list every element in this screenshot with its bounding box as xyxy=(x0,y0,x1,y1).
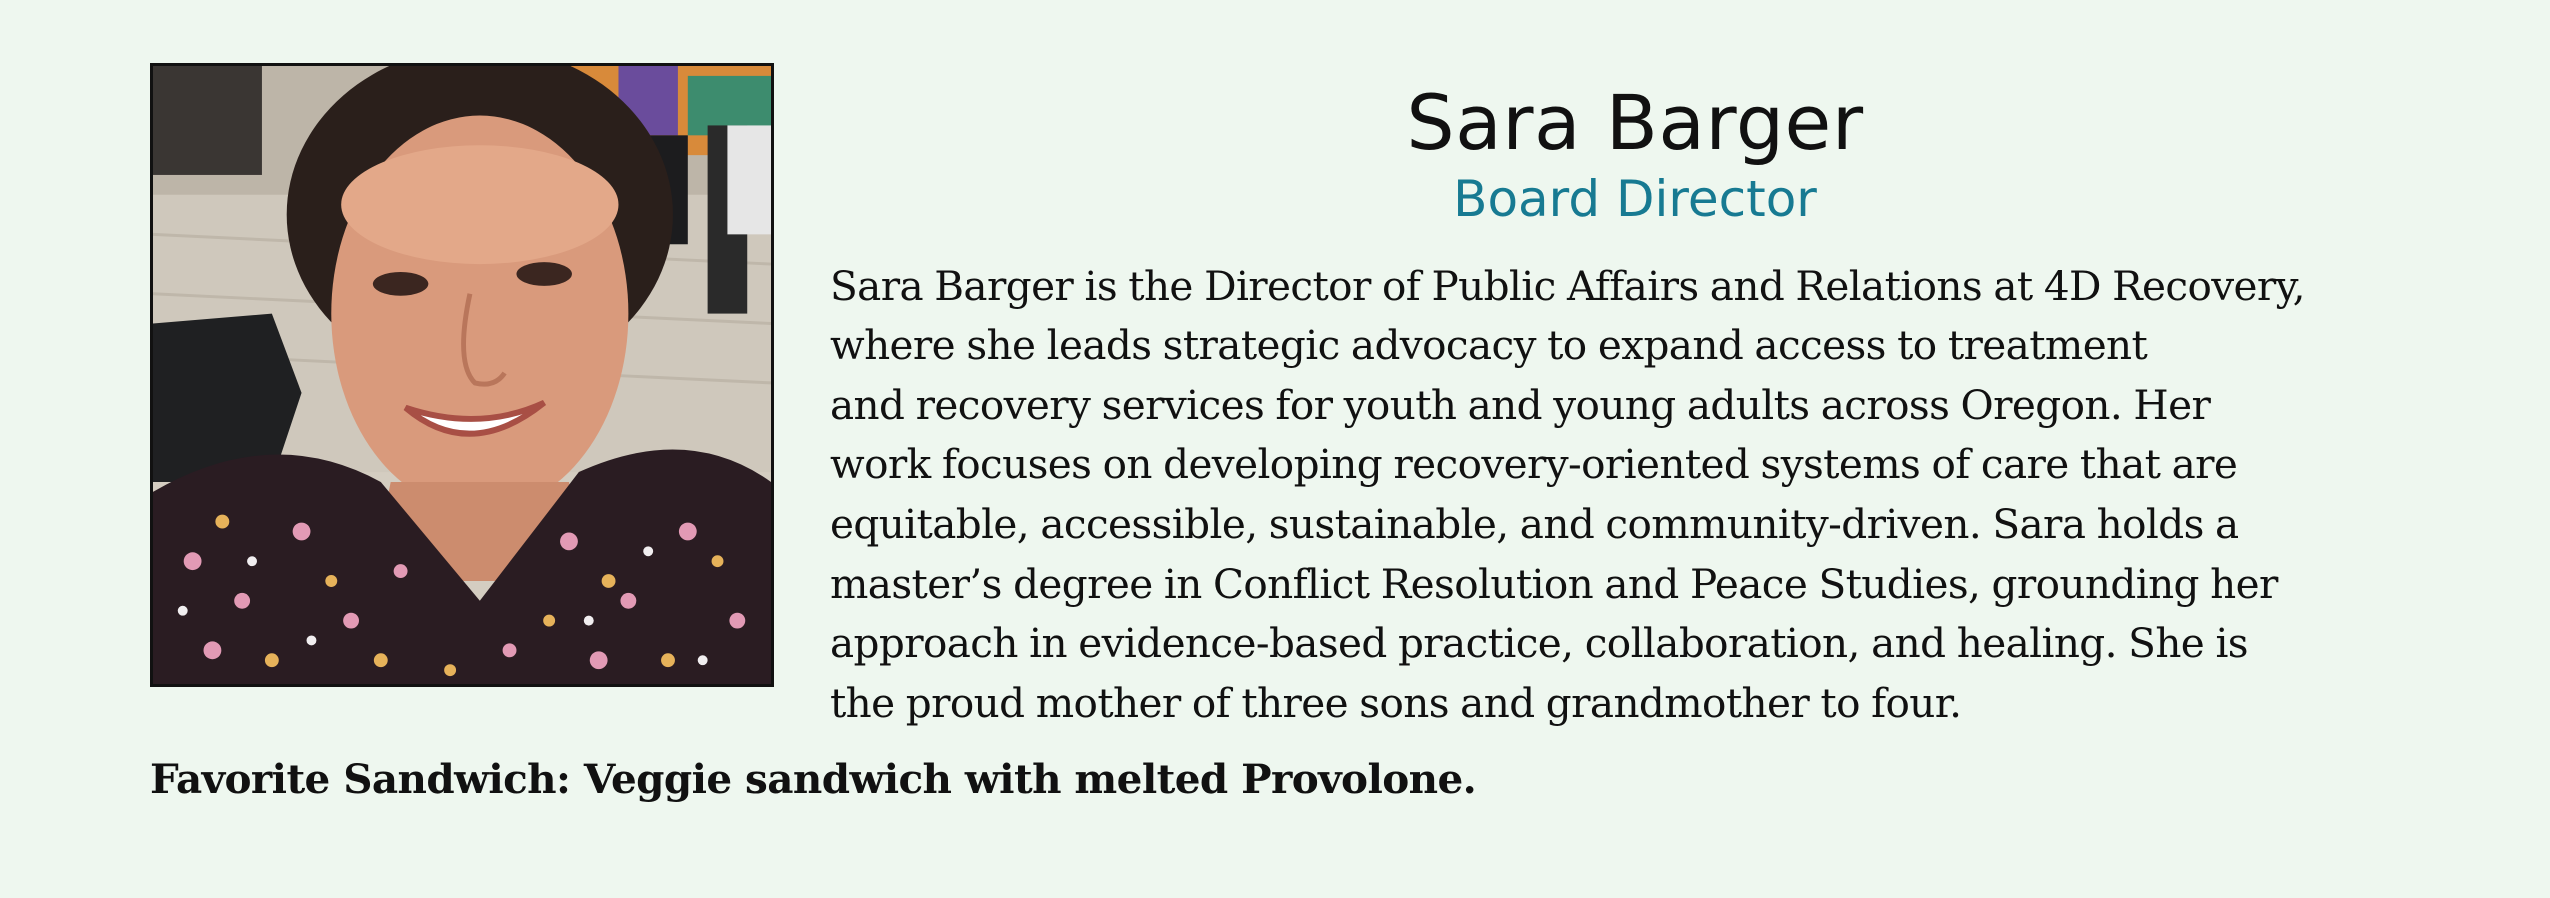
person-name: Sara Barger xyxy=(1406,78,1864,167)
profile-photo xyxy=(150,63,774,687)
bio-line: the proud mother of three sons and grandmother to four. xyxy=(830,678,1962,727)
bio-line: Sara Barger is the Director of Public Affairs and Relations at 4D Recovery, xyxy=(830,261,2305,310)
bio-line: work focuses on developing recovery-oriented systems of care that are xyxy=(830,440,2238,489)
bio-line: approach in evidence-based practice, collaboration, and healing. She is xyxy=(830,619,2248,668)
bio-line: master’s degree in Conflict Resolution and Peace Studies, grounding her xyxy=(830,559,2278,608)
favorite-sandwich: Favorite Sandwich: Veggie sandwich with melted Provolone. xyxy=(150,755,1477,804)
bio-line: where she leads strategic advocacy to expand access to treatment xyxy=(830,321,2148,370)
person-role: Board Director xyxy=(1453,169,1817,228)
profile-photo-image xyxy=(153,66,771,684)
bio-line: and recovery services for youth and young adults across Oregon. Her xyxy=(830,380,2211,429)
bio-line: equitable, accessible, sustainable, and community-driven. Sara holds a xyxy=(830,499,2239,548)
profile-card xyxy=(150,63,2400,809)
